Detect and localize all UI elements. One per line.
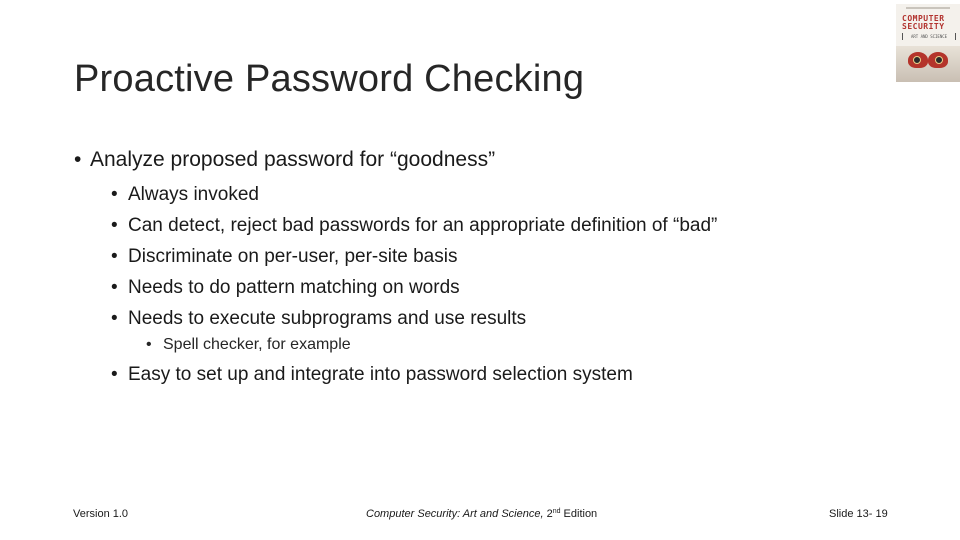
last-bullet-text: Easy to set up and integrate into password selection system [128, 364, 633, 385]
sub-bullet-item [111, 214, 717, 245]
footer-book-title-text: Computer Security: Art and Science, [366, 508, 547, 520]
bullet-icon: • [111, 215, 118, 236]
footer-edition-word: Edition [560, 508, 598, 520]
sub-sub-bullet-text: Spell checker, for example [163, 336, 351, 353]
sub-bullet-text: Always invoked [128, 184, 259, 205]
sub-bullet-text: Needs to do pattern matching on words [128, 277, 460, 298]
slide-title: Proactive Password Checking [74, 58, 585, 100]
bullet-icon: • [111, 277, 118, 298]
bullet-icon: • [111, 246, 118, 267]
bullet-icon: • [111, 364, 118, 385]
sub-sub-bullet [146, 336, 351, 354]
cover-title-line2: SECURITY [902, 22, 945, 31]
sub-bullet-list [111, 183, 717, 338]
footer-edition-number: 2 [546, 508, 553, 520]
bullet-icon: • [74, 148, 82, 171]
butterfly-eyespot-left [913, 56, 921, 64]
bullet-icon: • [146, 336, 152, 353]
sub-bullet-item [111, 307, 717, 338]
cover-top-rule [906, 7, 950, 9]
sub-bullet-item [111, 183, 717, 214]
book-cover-image [896, 4, 960, 82]
footer-version: Version 1.0 [73, 508, 129, 520]
footer-slide-number: Slide 13- 19 [829, 508, 888, 520]
cover-subtitle: ART AND SCIENCE [902, 33, 956, 40]
sub-bullet-item [111, 276, 717, 307]
main-bullet-text: Analyze proposed password for “goodness” [90, 148, 496, 171]
bullet-icon: • [111, 308, 118, 329]
sub-bullet-item [111, 245, 717, 276]
footer-edition-suffix: nd [552, 508, 561, 515]
butterfly-eyespot-right [935, 56, 943, 64]
sub-bullet-text: Discriminate on per-user, per-site basis [128, 246, 458, 267]
cover-title-line1: COMPUTER [902, 14, 945, 23]
last-bullet [111, 364, 633, 386]
cover-brand [902, 15, 956, 31]
sub-bullet-text: Can detect, reject bad passwords for an appropriate definition of “bad” [128, 215, 718, 236]
sub-bullet-text: Needs to execute subprograms and use results [128, 308, 527, 329]
main-bullet [74, 148, 495, 172]
footer-book-title [366, 508, 597, 520]
bullet-icon: • [111, 184, 118, 205]
